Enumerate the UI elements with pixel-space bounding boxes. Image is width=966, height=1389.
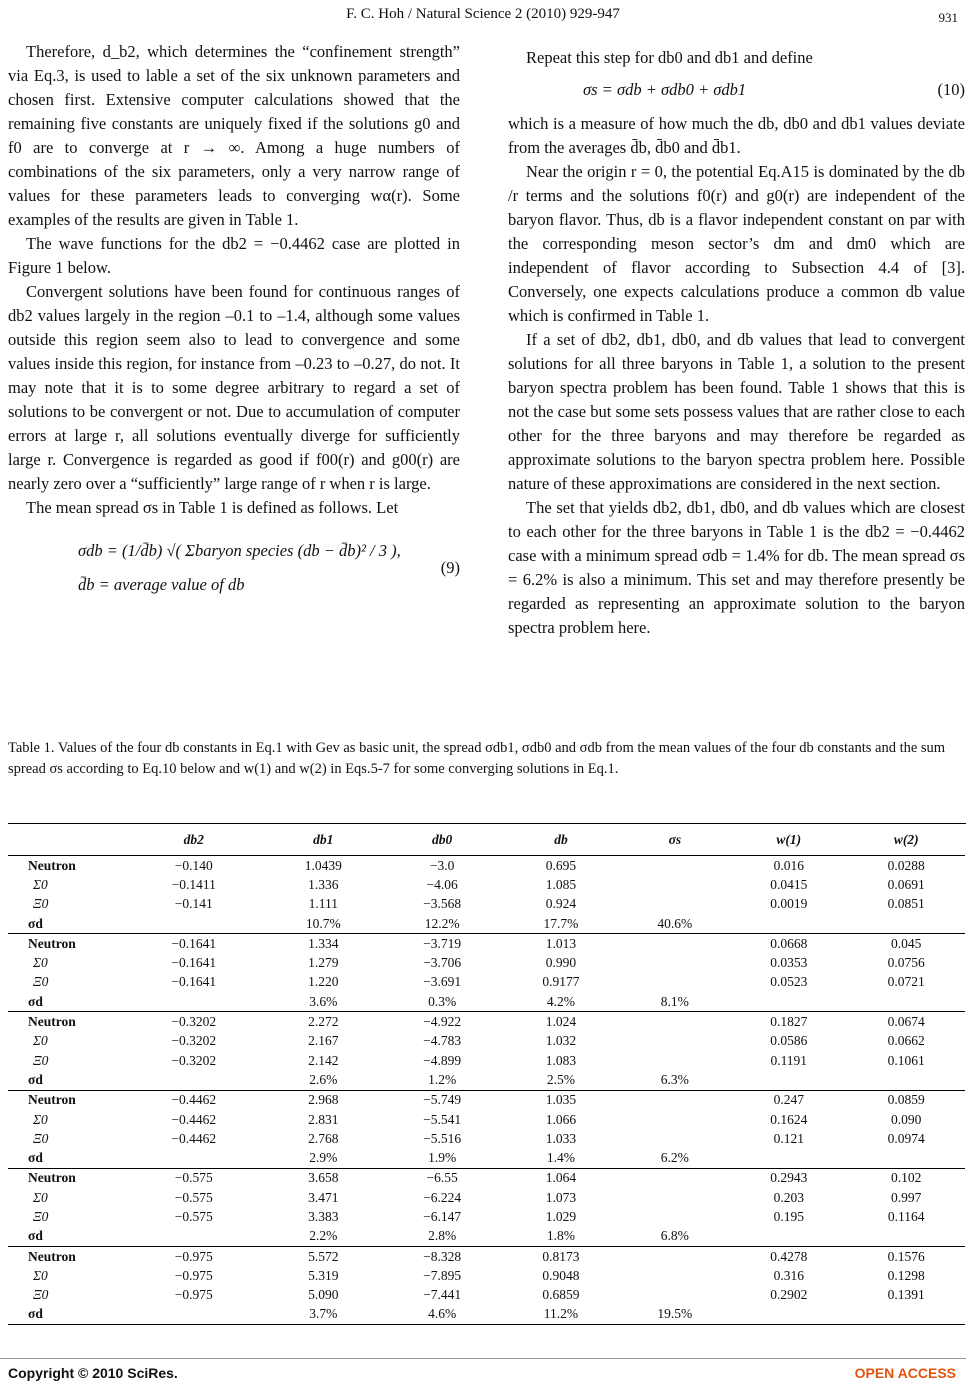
equation-number: (9) — [440, 558, 460, 577]
table-cell: 3.471 — [308, 1189, 339, 1205]
row-label: σd — [8, 1305, 123, 1325]
row-label: Σ0 — [33, 1267, 48, 1283]
table-cell: 0.0668 — [730, 934, 847, 954]
table-cell: 0.203 — [773, 1189, 804, 1205]
table-row — [8, 1110, 965, 1129]
table-cell: −4.922 — [382, 1012, 502, 1032]
paragraph: Convergent solutions have been found for continuous ranges of db2 values largely in the region –0.1 to –1.4, although some values outside this region seem also to lead to convergence and some values inside this region, for instance from –0.23 to –0.27, do not. It may note that it is to some degree arbitrary to regard a set of solutions to be convergent or not. Due to accumulation of computer errors at large r, all solutions eventually diverge for sufficiently large r. Convergence is regarded as good if f00(r) and g00(r) are nearly zero over a “sufficiently” large range of r when r is large. — [8, 282, 460, 493]
table-cell: 1.073 — [545, 1189, 577, 1205]
table-cell: 1.029 — [545, 1208, 577, 1224]
row-label: Σ0 — [33, 876, 48, 892]
table-cell: 2.9% — [309, 1150, 338, 1166]
row-label: Ξ0 — [33, 974, 49, 990]
table-row — [8, 992, 965, 1012]
table-cell: 0.1576 — [847, 1246, 965, 1266]
header-cell: σs — [668, 832, 682, 847]
table-row — [8, 973, 965, 992]
table-cell: −0.3202 — [171, 1033, 217, 1049]
table-cell: −0.1411 — [171, 876, 216, 892]
table-caption: Table 1. Values of the four db constants in Eq.1 with Gev as basic unit, the spread σdb1, σdb0 and σdb from the mean values of the four db constants and the sum spread σs according to Eq.10 below and w(1) and w(2) in Eqs.5-7 for some converging solutions in Eq.1. — [8, 740, 946, 777]
table-cell — [847, 1227, 965, 1247]
table-cell: 0.9177 — [542, 974, 580, 990]
table-cell: 1.024 — [502, 1012, 619, 1032]
table-cell: 2.5% — [546, 1071, 576, 1087]
table-cell: 0.997 — [891, 1189, 922, 1205]
table-cell: 17.7% — [543, 915, 579, 931]
table-cell: 0.195 — [773, 1208, 804, 1224]
table-cell: 1.083 — [545, 1052, 577, 1068]
table-cell: −0.975 — [174, 1287, 213, 1303]
table-row — [8, 1246, 965, 1266]
table-cell: −0.4462 — [171, 1130, 217, 1146]
table-cell: −3.568 — [423, 896, 462, 912]
table-cell: −0.4462 — [123, 1090, 265, 1110]
table-row — [8, 1266, 965, 1285]
row-label: Ξ0 — [33, 1130, 49, 1146]
equation-10 — [508, 78, 965, 106]
table-row — [8, 1227, 965, 1247]
table-cell — [123, 1070, 265, 1090]
row-label: Neutron — [8, 1090, 123, 1110]
table-cell: 0.924 — [545, 896, 577, 912]
table-cell: 3.383 — [308, 1208, 339, 1224]
table-cell: 0.0721 — [887, 974, 925, 990]
table-cell: 0.121 — [773, 1130, 804, 1146]
table-cell: 0.1391 — [887, 1287, 925, 1303]
header-cell — [8, 825, 123, 856]
table-row — [8, 1168, 965, 1188]
row-label: Neutron — [8, 1246, 123, 1266]
table-cell: 1.066 — [545, 1111, 577, 1127]
row-label: Σ0 — [33, 1033, 48, 1049]
table-cell: 0.090 — [891, 1111, 922, 1127]
table-cell: 0.4278 — [730, 1246, 847, 1266]
table-cell: 2.768 — [308, 1130, 339, 1146]
table-cell — [730, 914, 847, 934]
table-cell — [730, 1148, 847, 1168]
table-cell: 1.013 — [502, 934, 619, 954]
table-cell: −0.1641 — [123, 934, 265, 954]
table-cell: −5.749 — [382, 1090, 502, 1110]
table-cell — [620, 875, 730, 894]
table-cell: 0.045 — [847, 934, 965, 954]
table-cell: −7.441 — [423, 1287, 462, 1303]
table-row — [8, 953, 965, 972]
row-label: Ξ0 — [33, 1052, 49, 1068]
equation-9 — [78, 534, 460, 602]
table-cell: 1.9% — [428, 1150, 457, 1166]
table-header-row — [8, 825, 965, 856]
header-cell: db1 — [313, 832, 334, 847]
table-cell: 8.1% — [660, 993, 689, 1009]
row-label: Σ0 — [33, 955, 48, 971]
table-cell: 1.4% — [546, 1150, 576, 1166]
table-cell: 1.064 — [502, 1168, 619, 1188]
table-cell: 1.220 — [308, 974, 339, 990]
table-row — [8, 1070, 965, 1090]
table-cell — [730, 1227, 847, 1247]
row-label: σd — [28, 993, 43, 1009]
header-cell: w(2) — [893, 832, 919, 847]
table-cell: 0.016 — [730, 856, 847, 876]
table-cell: 0.0674 — [847, 1012, 965, 1032]
table-cell: −0.975 — [123, 1246, 265, 1266]
row-label: Ξ0 — [33, 1287, 49, 1303]
table-cell: 3.7% — [265, 1305, 382, 1325]
table-cell: −6.55 — [382, 1168, 502, 1188]
table-cell — [620, 973, 730, 992]
table-cell: −0.140 — [123, 856, 265, 876]
table-row — [8, 895, 965, 914]
equation-line: σdb = (1/d̄b) √( Σbaryon species (db − d̄b)² / 3 ), — [78, 541, 401, 560]
footer-rule — [0, 1358, 966, 1359]
row-label: Neutron — [8, 1168, 123, 1188]
row-label: σd — [28, 1150, 43, 1166]
table-cell — [620, 953, 730, 972]
table-cell: 2.2% — [309, 1228, 338, 1244]
table-row — [8, 875, 965, 894]
table-cell: 5.572 — [265, 1246, 382, 1266]
table-row — [8, 914, 965, 934]
table-row — [8, 1012, 965, 1032]
table-cell: 1.032 — [545, 1033, 577, 1049]
table-cell — [847, 914, 965, 934]
table-cell: 10.7% — [305, 915, 341, 931]
table-cell: 2.142 — [308, 1052, 339, 1068]
table-cell: 0.0691 — [887, 876, 925, 892]
table-cell — [847, 1070, 965, 1090]
table-cell: −6.224 — [423, 1189, 462, 1205]
table-cell — [620, 1051, 730, 1070]
table-body — [8, 856, 965, 1325]
table-cell: 1.279 — [308, 955, 339, 971]
row-label: σd — [28, 915, 43, 931]
table-cell: −3.719 — [382, 934, 502, 954]
right-column — [508, 46, 965, 640]
left-column — [8, 40, 460, 602]
table-cell: 0.2902 — [770, 1287, 808, 1303]
table-cell: 0.0662 — [887, 1033, 925, 1049]
table-cell: 0.1061 — [887, 1052, 925, 1068]
equation-body: σs = σdb + σdb0 + σdb1 — [583, 80, 747, 99]
table-cell — [123, 992, 265, 1012]
table-cell: 0.102 — [847, 1168, 965, 1188]
row-label: σd — [28, 1228, 43, 1244]
table-row — [8, 1207, 965, 1226]
table-row — [8, 856, 965, 876]
paragraph: Therefore, d_b2, which determines the “confinement strength” via Eq.3, is used to lable a set of the six unknown parameters and chosen first. Extensive computer calculations showed that the remaining five constants are uniquely fixed if the solutions g0 and f0 are to converge at r → ∞. Among a huge numbers of combinations of the six parameters, only a very narrow range of values for these parameters leads to converging wα(r). Some examples of the results are given in Table 1. — [8, 42, 460, 229]
row-label: Σ0 — [33, 1111, 48, 1127]
table-cell — [620, 856, 730, 876]
table-cell — [620, 1207, 730, 1226]
paragraph: The mean spread σs in Table 1 is defined as follows. Let — [26, 498, 399, 517]
row-label: σd — [28, 1071, 43, 1087]
table-cell — [847, 1148, 965, 1168]
table-cell — [620, 1129, 730, 1148]
table-cell: 5.090 — [308, 1287, 339, 1303]
paragraph: The wave functions for the db2 = −0.4462 case are plotted in Figure 1 below. — [8, 234, 460, 277]
table-cell: 1.111 — [308, 896, 338, 912]
table-row — [8, 1051, 965, 1070]
table-cell: 4.6% — [382, 1305, 502, 1325]
row-label: Ξ0 — [33, 1208, 49, 1224]
table-cell: −0.975 — [174, 1267, 213, 1283]
table-cell — [123, 1227, 265, 1247]
paragraph: The set that yields db2, db1, db0, and db values which are closest to each other for the three baryons in Table 1 is the db2 = −0.4462 case with a minimum spread σdb = 1.4% for db. The mean spread σs = 6.2% is also a minimum. This set and may therefore presently be regarded as representing an approximate solution to the baryon spectra problem here. — [508, 498, 965, 637]
table-cell: 4.2% — [546, 993, 576, 1009]
table-cell: 0.0974 — [887, 1130, 925, 1146]
table-cell: 40.6% — [657, 915, 693, 931]
header-cell: db0 — [432, 832, 453, 847]
table-cell: 0.1624 — [770, 1111, 808, 1127]
paragraph: which is a measure of how much the db, db0 and db1 values deviate from the averages d̄b, d̄b0 and d̄b1. — [508, 114, 965, 157]
table-cell — [123, 1305, 265, 1325]
table-cell: 0.0019 — [770, 896, 808, 912]
table-cell: 0.0288 — [847, 856, 965, 876]
table-cell — [620, 1286, 730, 1305]
table-cell — [620, 1110, 730, 1129]
table-cell: 0.1191 — [770, 1052, 808, 1068]
table-cell — [730, 992, 847, 1012]
table-cell — [620, 1266, 730, 1285]
table-cell: −0.575 — [174, 1189, 213, 1205]
page-number: 931 — [938, 10, 958, 25]
paragraph: If a set of db2, db1, db0, and db values that lead to convergent solutions for all three baryons in Table 1, a solution to the present baryon spectra problem has been found. Table 1 shows that this is not the case but some sets possess values that are rather close to each other for the three baryons and may therefore be regarded as approximate solutions to the baryon spectra problem here. Possible nature of these approximations are considered in the next section. — [508, 330, 965, 493]
table-row — [8, 1286, 965, 1305]
table-cell: −0.141 — [174, 896, 213, 912]
table-cell: 2.8% — [428, 1228, 457, 1244]
table-cell: 2.968 — [265, 1090, 382, 1110]
table-cell: 0.695 — [502, 856, 619, 876]
table-cell: 1.334 — [265, 934, 382, 954]
table-cell: 0.1164 — [887, 1208, 925, 1224]
table-top-rule — [8, 823, 966, 824]
table-cell: 5.319 — [308, 1267, 339, 1283]
table-cell: 6.2% — [660, 1150, 689, 1166]
table-cell: −3.0 — [382, 856, 502, 876]
table-cell: −3.691 — [423, 974, 462, 990]
table-cell: −8.328 — [382, 1246, 502, 1266]
table-cell: −0.1641 — [171, 974, 217, 990]
table-cell: 3.658 — [265, 1168, 382, 1188]
row-label: Neutron — [8, 1012, 123, 1032]
table-row — [8, 1129, 965, 1148]
table-cell: 0.0353 — [770, 955, 808, 971]
table-cell: 0.9048 — [542, 1267, 580, 1283]
table-cell: 1.0439 — [265, 856, 382, 876]
table-cell: −0.575 — [174, 1208, 213, 1224]
row-label: Neutron — [8, 934, 123, 954]
table-cell: 0.0859 — [847, 1090, 965, 1110]
header-cell: w(1) — [776, 832, 802, 847]
table-cell: 1.085 — [545, 876, 577, 892]
table-cell: −0.3202 — [123, 1012, 265, 1032]
table-cell: −0.4462 — [171, 1111, 217, 1127]
data-table — [8, 825, 965, 1325]
equation-number: (10) — [937, 80, 965, 99]
table-cell: −5.516 — [423, 1130, 462, 1146]
table-cell: 0.0415 — [770, 876, 808, 892]
table-cell: 12.2% — [424, 915, 460, 931]
table-cell: −0.575 — [123, 1168, 265, 1188]
table-cell: 2.272 — [265, 1012, 382, 1032]
table-cell: 2.6% — [309, 1071, 338, 1087]
table-cell — [620, 1012, 730, 1032]
table-cell — [620, 934, 730, 954]
table-cell: 1.8% — [546, 1228, 576, 1244]
table-cell: 3.6% — [309, 993, 338, 1009]
table-cell — [620, 1168, 730, 1188]
table-cell — [620, 1032, 730, 1051]
table-cell: −0.1641 — [171, 955, 217, 971]
table-cell: −0.3202 — [171, 1052, 217, 1068]
table-cell — [847, 1305, 965, 1325]
table-cell: 6.8% — [660, 1228, 689, 1244]
table-cell: −3.706 — [423, 955, 462, 971]
table-cell: 0.1827 — [730, 1012, 847, 1032]
table-cell: 0.247 — [730, 1090, 847, 1110]
table-cell: −4.899 — [423, 1052, 462, 1068]
table-cell: 1.035 — [502, 1090, 619, 1110]
table-cell — [620, 1188, 730, 1207]
table-row — [8, 1188, 965, 1207]
table-cell — [730, 1305, 847, 1325]
table-cell: 0.316 — [773, 1267, 804, 1283]
row-label: Ξ0 — [33, 896, 49, 912]
open-access-label: OPEN ACCESS — [854, 1365, 956, 1381]
table-cell — [620, 1090, 730, 1110]
table-cell — [123, 914, 265, 934]
table-cell: −4.783 — [423, 1033, 462, 1049]
table-row — [8, 1305, 965, 1325]
table-cell: −5.541 — [423, 1111, 462, 1127]
table-row — [8, 1090, 965, 1110]
table-row — [8, 934, 965, 954]
table-cell: 0.990 — [545, 955, 577, 971]
header-cell: db2 — [183, 832, 204, 847]
table-cell — [620, 1246, 730, 1266]
table-cell: 0.1298 — [887, 1267, 925, 1283]
table-cell: 11.2% — [502, 1305, 619, 1325]
table-cell: 0.0523 — [770, 974, 808, 990]
table-cell — [123, 1148, 265, 1168]
table-cell: 0.0851 — [887, 896, 925, 912]
table-cell: 0.8173 — [502, 1246, 619, 1266]
table-cell — [847, 992, 965, 1012]
table-cell: 1.033 — [545, 1130, 577, 1146]
table-cell: 1.336 — [308, 876, 339, 892]
table-cell: 0.2943 — [730, 1168, 847, 1188]
table-cell: 0.0586 — [770, 1033, 808, 1049]
table-cell: 1.2% — [428, 1071, 457, 1087]
table-cell — [730, 1070, 847, 1090]
table-cell: 0.0756 — [887, 955, 925, 971]
header-cell: db — [554, 832, 568, 847]
table-cell: 6.3% — [660, 1071, 689, 1087]
table-cell: −6.147 — [423, 1208, 462, 1224]
row-label: Neutron — [8, 856, 123, 876]
table-cell: 2.831 — [308, 1111, 339, 1127]
equation-line: d̄b = average value of db — [78, 575, 245, 594]
table-cell: 2.167 — [308, 1033, 339, 1049]
paragraph: Repeat this step for db0 and db1 and define — [526, 48, 813, 67]
copyright: Copyright © 2010 SciRes. — [8, 1365, 178, 1381]
row-label: Σ0 — [33, 1189, 48, 1205]
table-cell — [620, 895, 730, 914]
table-cell: 0.6859 — [542, 1287, 580, 1303]
table-row — [8, 1032, 965, 1051]
table-cell: −7.895 — [423, 1267, 462, 1283]
table-cell: 19.5% — [620, 1305, 730, 1325]
table-cell: 0.3% — [428, 993, 457, 1009]
table-row — [8, 1148, 965, 1168]
running-header: F. C. Hoh / Natural Science 2 (2010) 929-947 — [346, 6, 620, 22]
paragraph: Near the origin r = 0, the potential Eq.A15 is dominated by the db /r terms and the solutions f0(r) and g0(r) are independent of the baryon flavor. Thus, db is a flavor independent constant on par with the corresponding meson sector’s dm and dm0 which are independent of flavor according to Subsection 4.4 of [3]. Conversely, one expects calculations produce a common db value which is confirmed in Table 1. — [508, 162, 965, 325]
table-cell: −4.06 — [426, 876, 458, 892]
